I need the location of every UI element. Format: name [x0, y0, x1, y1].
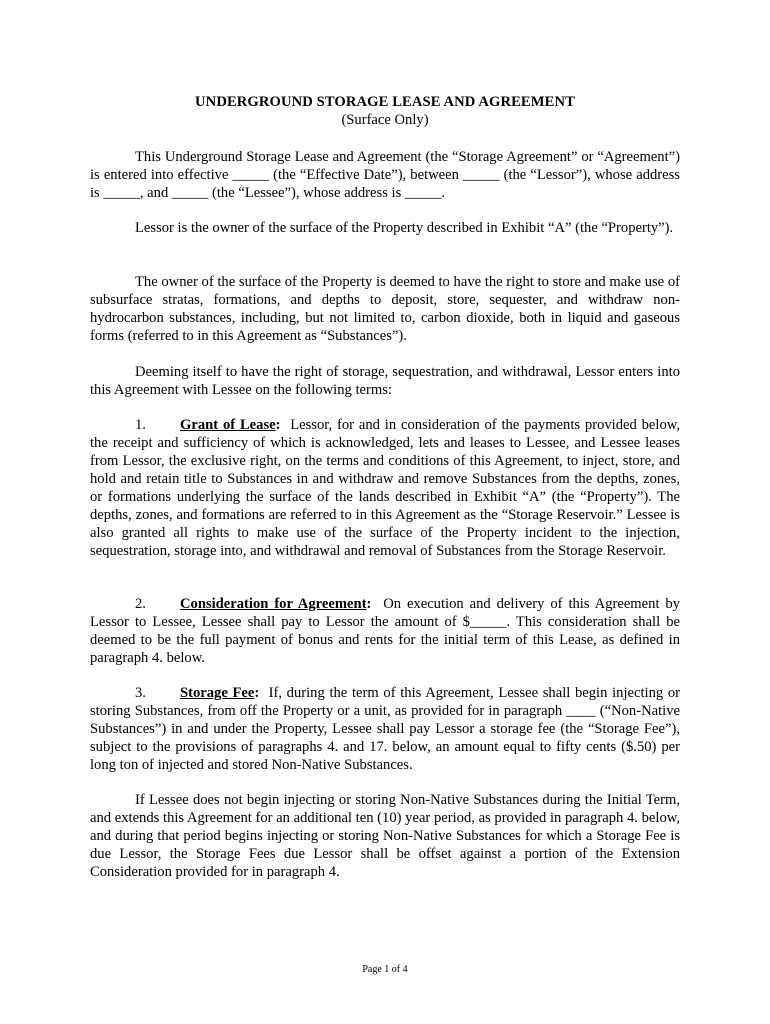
section-heading: Grant of Lease [180, 417, 276, 433]
section-text: If, during the term of this Agreement, Lessee shall begin injecting or storing Substances, from off the Property or a unit, as provided for in paragraph ____ (“Non-Native Substances”) in and under the Property, Lessee shall pay Lessor a storage fee (the “Storage Fee”), subject to the provisions of paragraphs 4. and 17. below, an amount equal to fifty cents ($.50) per long ton of injected and stored Non-Native Substances. [90, 685, 680, 773]
section-text: Lessor, for and in consideration of the payments provided below, the receipt and sufficiency of which is acknowledged, lets and leases to Lessee, and Lessee leases from Lessor, the exclusive right, on the terms and conditions of this Agreement, to inject, store, and hold and retain title to Substances in and withdraw and remove Substances from the depths, zones, or formations underlying the surface of the lands described in Exhibit “A” (the “Property”). The depths, zones, and formations are referred to in this Agreement as the “Storage Reservoir.” Lessee is also granted all rights to make use of the surface of the Property incident to the injection, sequestration, storage into, and withdrawal and removal of Substances from the Storage Reservoir. [90, 417, 681, 559]
section-text: On execution and delivery of this Agreement by Lessor to Lessee, Lessee shall pay to Lessor the amount of $_____. This consideration shall be deemed to be the full payment of bonus and rents for the initial term of this Lease, as defined in paragraph 4. below. [90, 596, 681, 666]
section-heading: Consideration for Agreement [180, 596, 367, 612]
section-colon: : [254, 685, 260, 701]
closing-paragraph: If Lessee does not begin injecting or storing Non-Native Substances during the Initial Term, and extends this Agreement for an additional ten (10) year period, as provided in paragraph 4. below, and during that period begins injecting or storing Non-Native Substances for which a Storage Fee is due Lessor, the Storage Fees due Lessor shall be offset against a portion of the Extension Consideration provided for in paragraph 4. [90, 792, 680, 880]
section-number: 1. [135, 417, 146, 433]
section-consideration [90, 595, 680, 667]
section-grant-of-lease [90, 416, 680, 560]
section-colon: : [366, 596, 372, 612]
intro-paragraph-surface-rights: The owner of the surface of the Property is deemed to have the right to store and make use of subsurface stratas, formations, and depths to deposit, store, sequester, and withdraw non-hydrocarbon substances, including, but not limited to, carbon dioxide, both in liquid and gaseous forms (referred to in this Agreement as “Substances”). [90, 274, 680, 344]
intro-paragraph-ownership: Lessor is the owner of the surface of the Property described in Exhibit “A” (the “Property”). [135, 220, 674, 236]
section-colon: : [275, 417, 281, 433]
section-heading: Storage Fee [180, 685, 255, 701]
page-footer: Page 1 of 4 [362, 964, 408, 975]
section-number: 2. [135, 596, 146, 612]
document-title: UNDERGROUND STORAGE LEASE AND AGREEMENT [195, 94, 575, 110]
document-subtitle: (Surface Only) [341, 112, 429, 128]
intro-paragraph-terms: Deeming itself to have the right of storage, sequestration, and withdrawal, Lessor enters into this Agreement with Lessee on the following terms: [90, 364, 680, 398]
section-number: 3. [135, 685, 146, 701]
section-storage-fee [90, 684, 680, 774]
intro-paragraph-parties: This Underground Storage Lease and Agreement (the “Storage Agreement” or “Agreement”) is entered into effective _____ (the “Effective Date”), between _____ (the “Lessor”), whose address is _____, and _____ (the “Lessee”), whose address is _____. [90, 149, 680, 201]
